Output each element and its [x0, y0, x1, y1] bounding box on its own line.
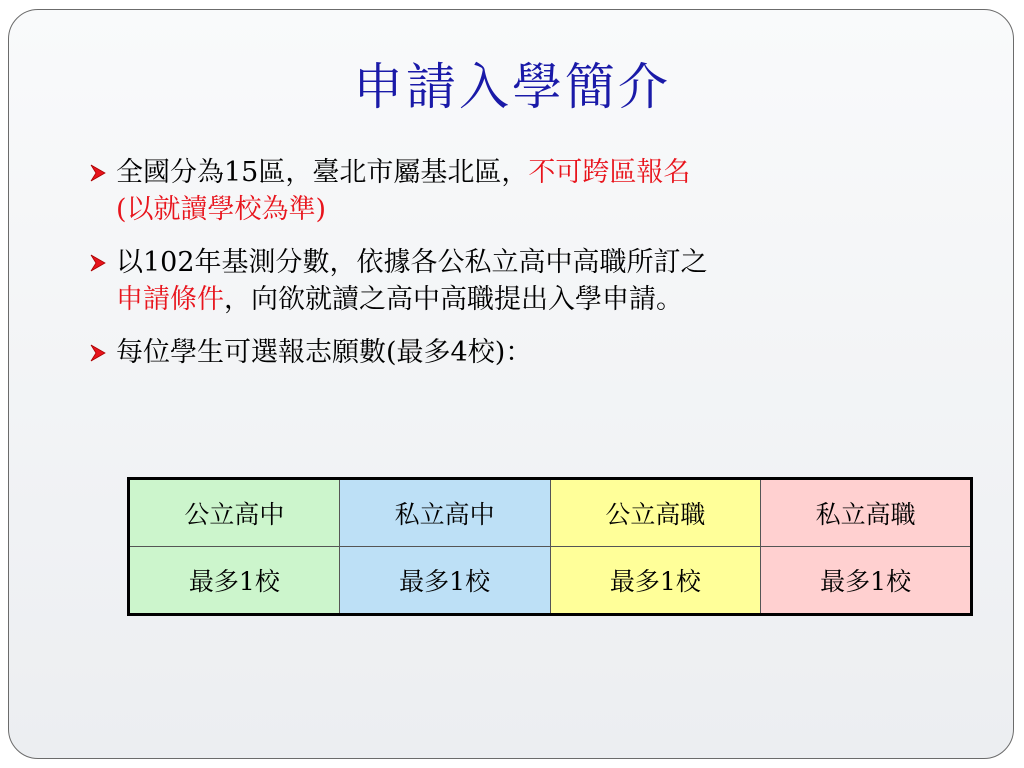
school-quota-table	[127, 477, 973, 616]
bullet-1-highlight: 不可跨區報名	[528, 157, 691, 188]
bullet-2-text: ，向欲就讀之高中高職提出入學申請。	[224, 284, 683, 315]
bullet-1-line-2: (以就讀學校為準)	[116, 194, 327, 225]
bullet-2-line-1: 以102年基測分數，依據各公私立高中高職所訂之	[116, 247, 708, 278]
value-private-high: 最多1校	[339, 547, 550, 615]
value-public-vocational: 最多1校	[550, 547, 761, 615]
slide-frame	[8, 9, 1014, 759]
slide-title: 申請入學簡介	[353, 58, 671, 116]
header-private-high: 私立高中	[339, 479, 550, 547]
bullet-1-line-1	[116, 154, 690, 191]
bullet-3-line-1: 每位學生可選報志願數(最多4校)：	[116, 337, 533, 368]
header-public-high: 公立高中	[129, 479, 340, 547]
bullet-2-line-2	[116, 281, 708, 318]
bullet-2-highlight: 申請條件	[116, 284, 224, 315]
value-public-high: 最多1校	[129, 547, 340, 615]
header-private-vocational: 私立高職	[761, 479, 972, 547]
table-value-row	[129, 547, 972, 615]
value-private-vocational: 最多1校	[761, 547, 972, 615]
header-public-vocational: 公立高職	[550, 479, 761, 547]
table-header-row	[129, 479, 972, 547]
bullet-1-text: 全國分為15區，臺北市屬基北區，	[116, 157, 529, 188]
